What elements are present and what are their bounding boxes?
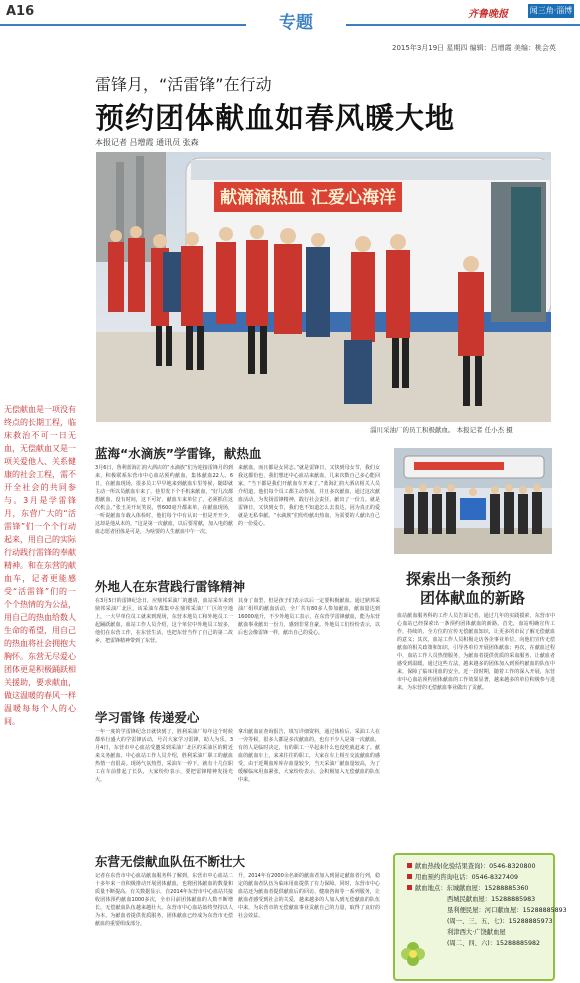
section-2-col-b: 其身了血型，但是孩子们表示以后一定要积极献血。通过鼎邦采油厂组织的献血活动，全厂共有80多人参加献血，献血量达到16000毫升，不少外地员工表示，在东营学雷锋献血，能为东营献血事业献出一份力，感到非常自豪。外地员工们纷纷表示，以后也会像雷锋一样，献出自己的爱心。 — [238, 598, 380, 636]
section-4-col-b: 升，2014年有2000余名新的献血者加入到固定献血者行列，稳定的献血者队伍为临床用血提供了有力保障。同时，东营市中心血站还为献血者提供献血后的回访、健康咨询等一系列服务，让献血者感受到社会的关爱，越来越多的人加入到无偿献血的队伍中来，为东营市的无偿献血事业贡献自己的力量，取得了良好的社会效益。 — [238, 873, 380, 919]
main-photo — [96, 152, 551, 422]
right-section-title — [406, 570, 525, 608]
article-headline: 预约团体献血如春风暖大地 — [95, 101, 456, 135]
info-line: (周二、四、六)：15288885982 — [447, 940, 541, 947]
info-line: 献血地点：东城献血屋：15288885360 — [395, 883, 553, 894]
section-4-col-a: 记者在东营市中心血站献血服务科了解到，东营市中心血站二十多年来一直积极推动开展团体献血，也将团体献血的数量和质量不断提高，有关数据显示，自2014年东营市中心血站共接收团体预约献血1000多次，全市目前团体献血的人数不断增长，无偿献血队伍越来越壮大。东营市中心血站始终坚持以人为本，为献血者提供优质服务，团体献血已经成为东营市无偿献血的重要组成部分。 — [95, 873, 233, 927]
section-topic: 专题 — [246, 8, 346, 38]
info-line: 西城民献血屋：15288885983 — [447, 896, 536, 903]
bullet-icon — [407, 863, 412, 868]
bullet-icon — [407, 885, 412, 890]
bus-banner-text: 献滴滴热血 汇爱心海洋 — [220, 188, 396, 208]
info-line: 献血热线(化验结果查询)：0546-8320800 — [395, 861, 553, 872]
edition-badge: 闻三角·淄博 — [528, 4, 574, 18]
section-title-2: 外地人在东营践行雷锋精神 — [95, 579, 246, 594]
blood-donation-scene — [96, 152, 551, 422]
section-3-col-b: 拿出献血证查询报告，填写详细资料，通过体检后，采油工人在一旁等候，很多人都是多次献血的，也有不少人是第一次献血，有的人是临时决定，有的职工一早起来什么也没吃就赶来了。献血的献血车上，来来往往的职工，大家在车上相互交流献血的感受，由于近期血库库存血量较少，当天采油厂献血量较高，为了缓解临床用血紧张，大家纷纷表示，会积极加入无偿献血的队伍中来。 — [238, 729, 380, 783]
info-line: 用血预约咨询电话：0546-8327409 — [395, 872, 553, 883]
right-title-line-2: 团体献血的新路 — [420, 589, 526, 607]
article-byline: 本报记者 吕增霞 通讯员 张森 — [95, 138, 199, 147]
section-title-3: 学习雷锋 传递爱心 — [95, 710, 200, 725]
bullet-icon — [407, 874, 412, 879]
sidebar-intro: 无偿献血是一项没有终点的长期工程，临床救治不可一日无血，无偿献血又是一项关爱他人、关系健康的社会工程，需不开全社会的共同参与。3月是学雷锋月，东营广大的“活雷锋”们一个个行动起来，用自己的实际行动践行雷锋的奉献精神。和在东营的献血车，记者更能感受“活雷锋”们的一个个热情的为公益，用自己的热血给数人生命的希望，用自己的热血将社会拥抱大胸怀。东营无尽爱心团体更是积极踊跃相关援助，要求献血，做这温暖的春风一样温暖每每个人的心间。 — [4, 405, 76, 726]
section-title-4: 东营无偿献血队伍不断壮大 — [95, 854, 246, 869]
right-section-body: 血站献血服务科的工作人员告诉记者，通过几年的实践摸索，东营市中心血站已经探索出一条预约团体献血的新路。首先，血站明确宣传工作，持续的、全方位的宣传无偿献血知识，让更多的市民了解无偿献血的意义；其次，血站工作人员积极走访各企事业单位，向他们宣传无偿献血的相关政策和知识，引导各单位开展团体献血；再次，在献血过程中，血站工作人员热情服务，为献血者提供优质的采血服务，让献血者感受到温暖。通过这些方法，越来越多的团体加入到预约献血的队伍中来，保障了临床用血的安全。近一段时期，随着工作的深入开展，东营市中心血站预约团体献血的工作效果显著，越来越多的单位积极参与进来，为东营的无偿献血事业做出了贡献。 — [397, 613, 555, 691]
section-1-col-a: 3月6日，鲁利蓝海汇润大酒店的“水滴族”们为迎接雷锋月的到来，积极联系东营市中心血站预约献血，集体献血22人。6日，在献血现场，很多员工早早地来到献血车里等候，随即就主动一所以员献血车来了，巷里发下个手机来献血，“好几次都想献血，没有时间，这下可好，献血车来单位了，必须抓住这次机会。”张玉美开玩笑说，曾600毫升都来单，在献血现场，一听说献血车载入体检时，他们每个中有认识一但是开开少，这却是他从未的，“这是第一次献血，以后要常献，加入电的献血志愿者团体是可是，为啥要的人生献血中午一次。 — [95, 465, 233, 535]
group-photo — [394, 448, 552, 554]
page-number: A16 — [6, 4, 35, 19]
info-line: (周一、三、五、七)：15288885973 — [447, 918, 553, 925]
issue-meta: 2015年3月19日 星期四 编辑：吕增霞 美编：桃会英 — [392, 44, 556, 52]
article-kicker: 雷锋月，“活雷锋”在行动 — [95, 75, 272, 94]
photo-caption: 淄川采油厂的员工积极献血。 本报记者 任小杰 摄 — [370, 426, 513, 434]
info-line: 利津西大·广饶献血屋 — [447, 929, 506, 936]
section-1-col-b: 来献血，而且都是女同志。”就是雷锋日，又快到母女节，我们女我这都份也，我们想还中心血站来献血，几来次数自己多心能回家，“当下都是我们开献血车开来了。”蓝海汇润大酒店相关人员介绍道，他们每个员工都主动参加，并且多次献血，通过这次献血活动，为发扬雷锋精神，践行社会责任，献出了一份力。就是雷锋日，又快到女节，我们也不知道怎么去表达，因为真正的爱就是无私奉献。“水滴族”们纷纷献出热血，为需要的人献出自己的一份爱心。 — [238, 465, 380, 527]
info-line: 垦利便民屋：河口献血屋：15288885893 — [447, 907, 567, 914]
section-3-col-a: 一年一度的学雷锋纪念日就快到了，胜利采油厂每年这个时候都举行盛大的学雷锋活动，号召大家学习雷锋，助人为乐。3月4日，东营市中心血站受邀采到采油厂北区的采油区的附近来义务献血。中心血站工作人员介绍，胜利采油厂职工的献血热情一直很高。现场气氛热烈，采油车一停下，就有十几位职工在车前排起了长队，大家纷纷表示，要把雷锋精神发扬光大。 — [95, 729, 233, 783]
section-title-1: 蓝海“水滴族”学雷锋，献热血 — [95, 446, 262, 461]
group-donors-scene — [394, 448, 552, 554]
right-title-line-1: 探索出一条预约 — [406, 570, 512, 588]
flower-icon — [398, 939, 428, 973]
paper-name: 齐鲁晚报 — [468, 9, 508, 20]
section-2-col-a: 在3月5日的雷锋纪念日，应鼎邦采油厂的邀请，血站采车来到鼎邦采油厂北区，该采油车都集中在鼎邦采油厂厂区的空地上，一大早单位员工就来到现场，东营本地员工和外地员工一起踊跃献血。血站工作人员介绍，这个单位中外地员工较多，他们在东营工作，在东营生活，也把东营当作了自己的第二故乡，把雷锋精神带到了东营。 — [95, 598, 233, 644]
